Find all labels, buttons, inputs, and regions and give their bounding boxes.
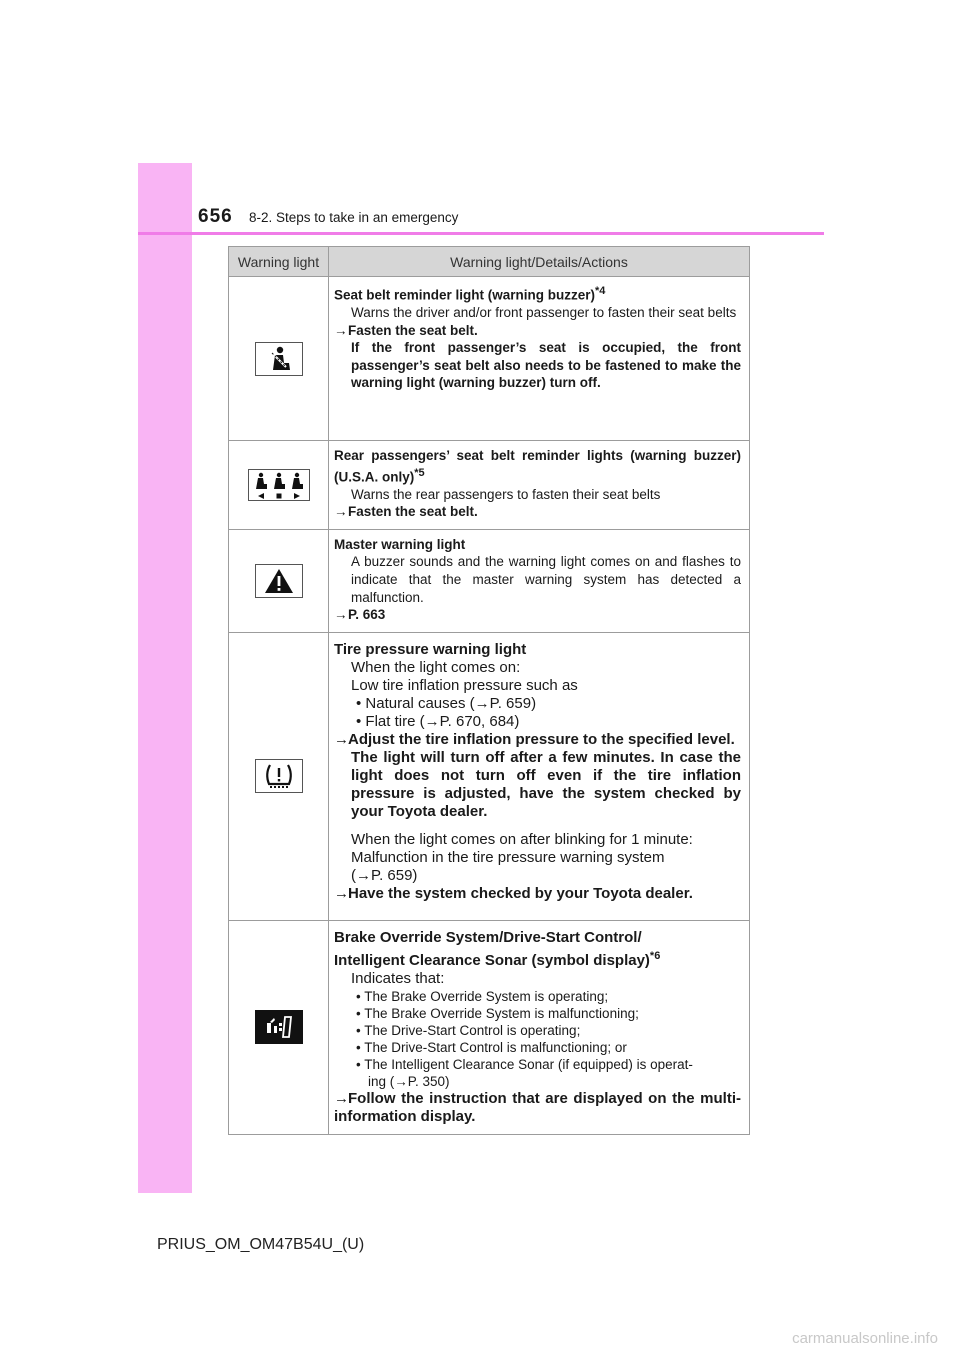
icon-cell — [229, 632, 329, 920]
row-detail: Warns the driver and/or front passenger to fasten their seat belts — [351, 305, 737, 321]
row-line: (→P. 659) — [351, 866, 418, 884]
chapter-side-tab — [138, 163, 192, 1193]
footnote-ref: *5 — [414, 466, 425, 479]
row-line: Malfunction in the tire pressure warning system — [351, 848, 665, 866]
icon-cell — [229, 529, 329, 632]
rear-seatbelt-reminder-icon — [248, 469, 310, 501]
bullet-item: ing (→P. 350) — [368, 1073, 450, 1089]
arrow-icon: → — [334, 504, 348, 520]
bullet-item: • The Brake Override System is operating; — [356, 988, 609, 1004]
row-title: Master warning light — [334, 536, 466, 552]
arrow-icon: → — [334, 1089, 349, 1107]
row-action: Have the system checked by your Toyota dealer. — [348, 884, 693, 902]
arrow-icon: → — [334, 730, 349, 748]
row-line: Indicates that: — [351, 969, 445, 987]
bullet-item: • Natural causes (→P. 659) — [356, 694, 537, 712]
seatbelt-reminder-icon — [255, 342, 303, 376]
table-row — [229, 529, 750, 632]
table-row — [229, 632, 750, 920]
arrow-icon: → — [334, 884, 349, 902]
document-code: PRIUS_OM_OM47B54U_(U) — [157, 1236, 365, 1253]
row-action: Fasten the seat belt. — [348, 322, 478, 338]
tire-pressure-icon — [255, 759, 303, 793]
table-row — [229, 441, 750, 530]
row-title: Tire pressure warning light — [334, 640, 527, 658]
arrow-icon: → — [334, 607, 348, 623]
details-cell — [329, 632, 750, 920]
table-row — [229, 277, 750, 441]
row-line: When the light comes on: — [351, 658, 521, 676]
bullet-item: • The Intelligent Clearance Sonar (if equipped) is operat- — [356, 1056, 693, 1072]
row-line: When the light comes on after blinking for 1 minute: — [351, 830, 693, 848]
master-warning-icon — [255, 564, 303, 598]
icon-cell — [229, 441, 329, 530]
row-action: Fasten the seat belt. — [348, 504, 478, 520]
table-header-row — [229, 247, 750, 277]
row-detail: A buzzer sounds and the warning light comes on and flashes to indicate that the master warning system has detected a malfunction. — [351, 554, 741, 605]
warning-light-table — [228, 246, 750, 1135]
column-header-details: Warning light/Details/Actions — [329, 247, 750, 277]
column-header-warning-light: Warning light — [229, 247, 329, 277]
details-cell — [329, 277, 750, 441]
details-cell — [329, 529, 750, 632]
header-rule — [138, 232, 824, 235]
table-row — [229, 920, 750, 1134]
page-number: 656 — [198, 206, 233, 227]
arrow-icon: → — [334, 322, 348, 338]
bullet-item: • Flat tire (→P. 670, 684) — [356, 712, 520, 730]
row-action: P. 663 — [348, 607, 386, 623]
row-title: Rear passengers’ seat belt reminder lights (warning buzzer) (U.S.A. only) — [334, 448, 741, 485]
bullet-item: • The Drive-Start Control is malfunctioning; or — [356, 1039, 627, 1055]
brake-override-icon — [255, 1010, 303, 1044]
row-detail: Warns the rear passengers to fasten their seat belts — [351, 486, 661, 502]
icon-cell — [229, 920, 329, 1134]
bullet-item: • The Brake Override System is malfunctioning; — [356, 1005, 639, 1021]
row-title: Seat belt reminder light (warning buzzer) — [334, 287, 596, 303]
row-line: Low tire inflation pressure such as — [351, 676, 578, 694]
footnote-ref: *6 — [649, 949, 661, 962]
row-action-detail: If the front passenger’s seat is occupied, the front passenger’s seat belt also needs to be fastened to make the warning light (warning buzzer) turn off. — [351, 340, 741, 391]
bullet-item: • The Drive-Start Control is operating; — [356, 1022, 581, 1038]
row-action: Follow the instruction that are displayed on the multi-information display. — [334, 1089, 741, 1125]
row-action-detail: The light will turn off after a few minutes. In case the light does not turn off even if the tire inflation pressure is adjusted, have the system checked by your Toyota dealer. — [351, 748, 741, 820]
watermark: carmanualsonline.info — [792, 1330, 938, 1347]
icon-cell — [229, 277, 329, 441]
details-cell — [329, 441, 750, 530]
row-title: Intelligent Clearance Sonar (symbol display) — [334, 951, 650, 969]
row-action: Adjust the tire inflation pressure to the specified level. — [348, 730, 735, 748]
details-cell — [329, 920, 750, 1134]
footnote-ref: *4 — [595, 285, 606, 297]
section-title: 8-2. Steps to take in an emergency — [249, 210, 459, 225]
row-title: Brake Override System/Drive-Start Control/ — [334, 928, 642, 946]
